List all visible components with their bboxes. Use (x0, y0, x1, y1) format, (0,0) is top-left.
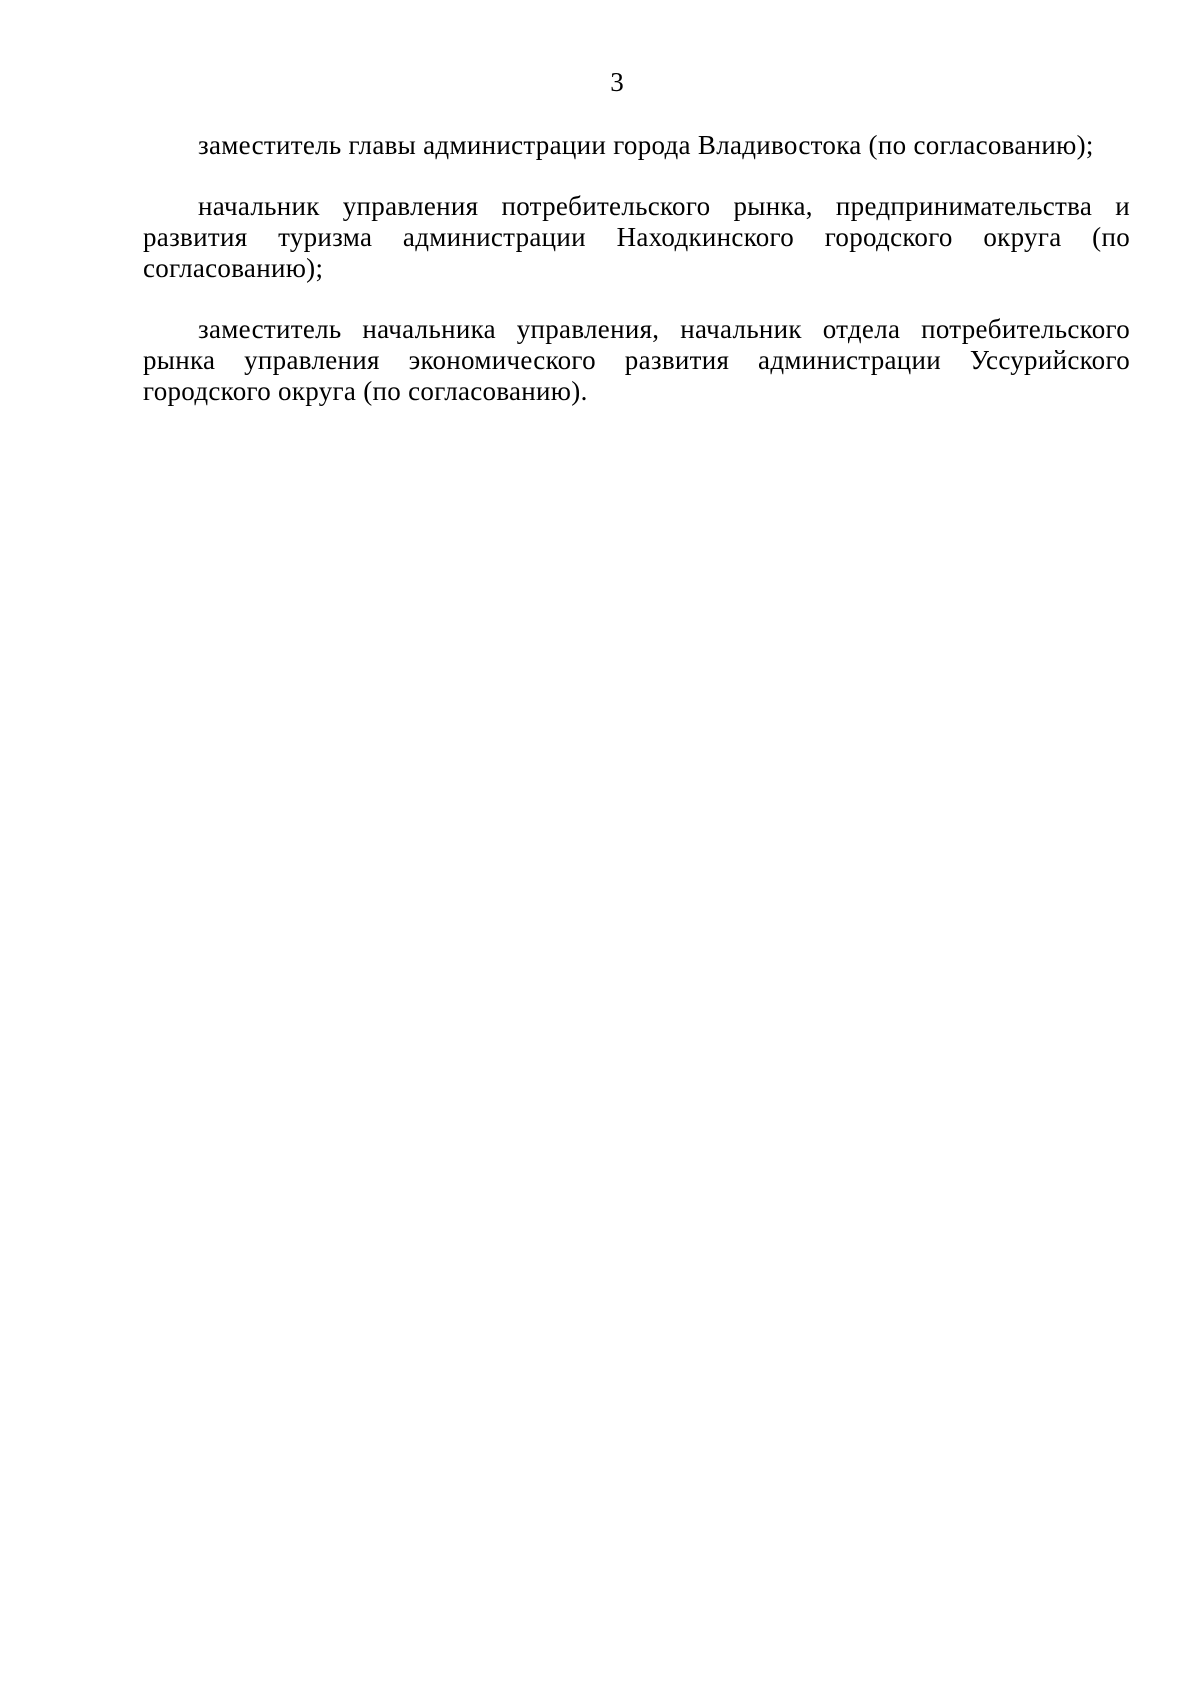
paragraph-3: заместитель начальника управления, начальник отдела потребительского рынка управления экономического развития администрации Уссурийского городского округа (по согласованию). (143, 314, 1130, 406)
paragraph-1: заместитель главы администрации города Владивостока (по согласованию); (198, 130, 1094, 160)
paragraph-2: начальник управления потребительского рынка, предпринимательства и развития туризма администрации Находкинского городского округа (по согласованию); (143, 191, 1130, 283)
document-body (143, 130, 1130, 437)
page-number: 3 (610, 67, 624, 97)
